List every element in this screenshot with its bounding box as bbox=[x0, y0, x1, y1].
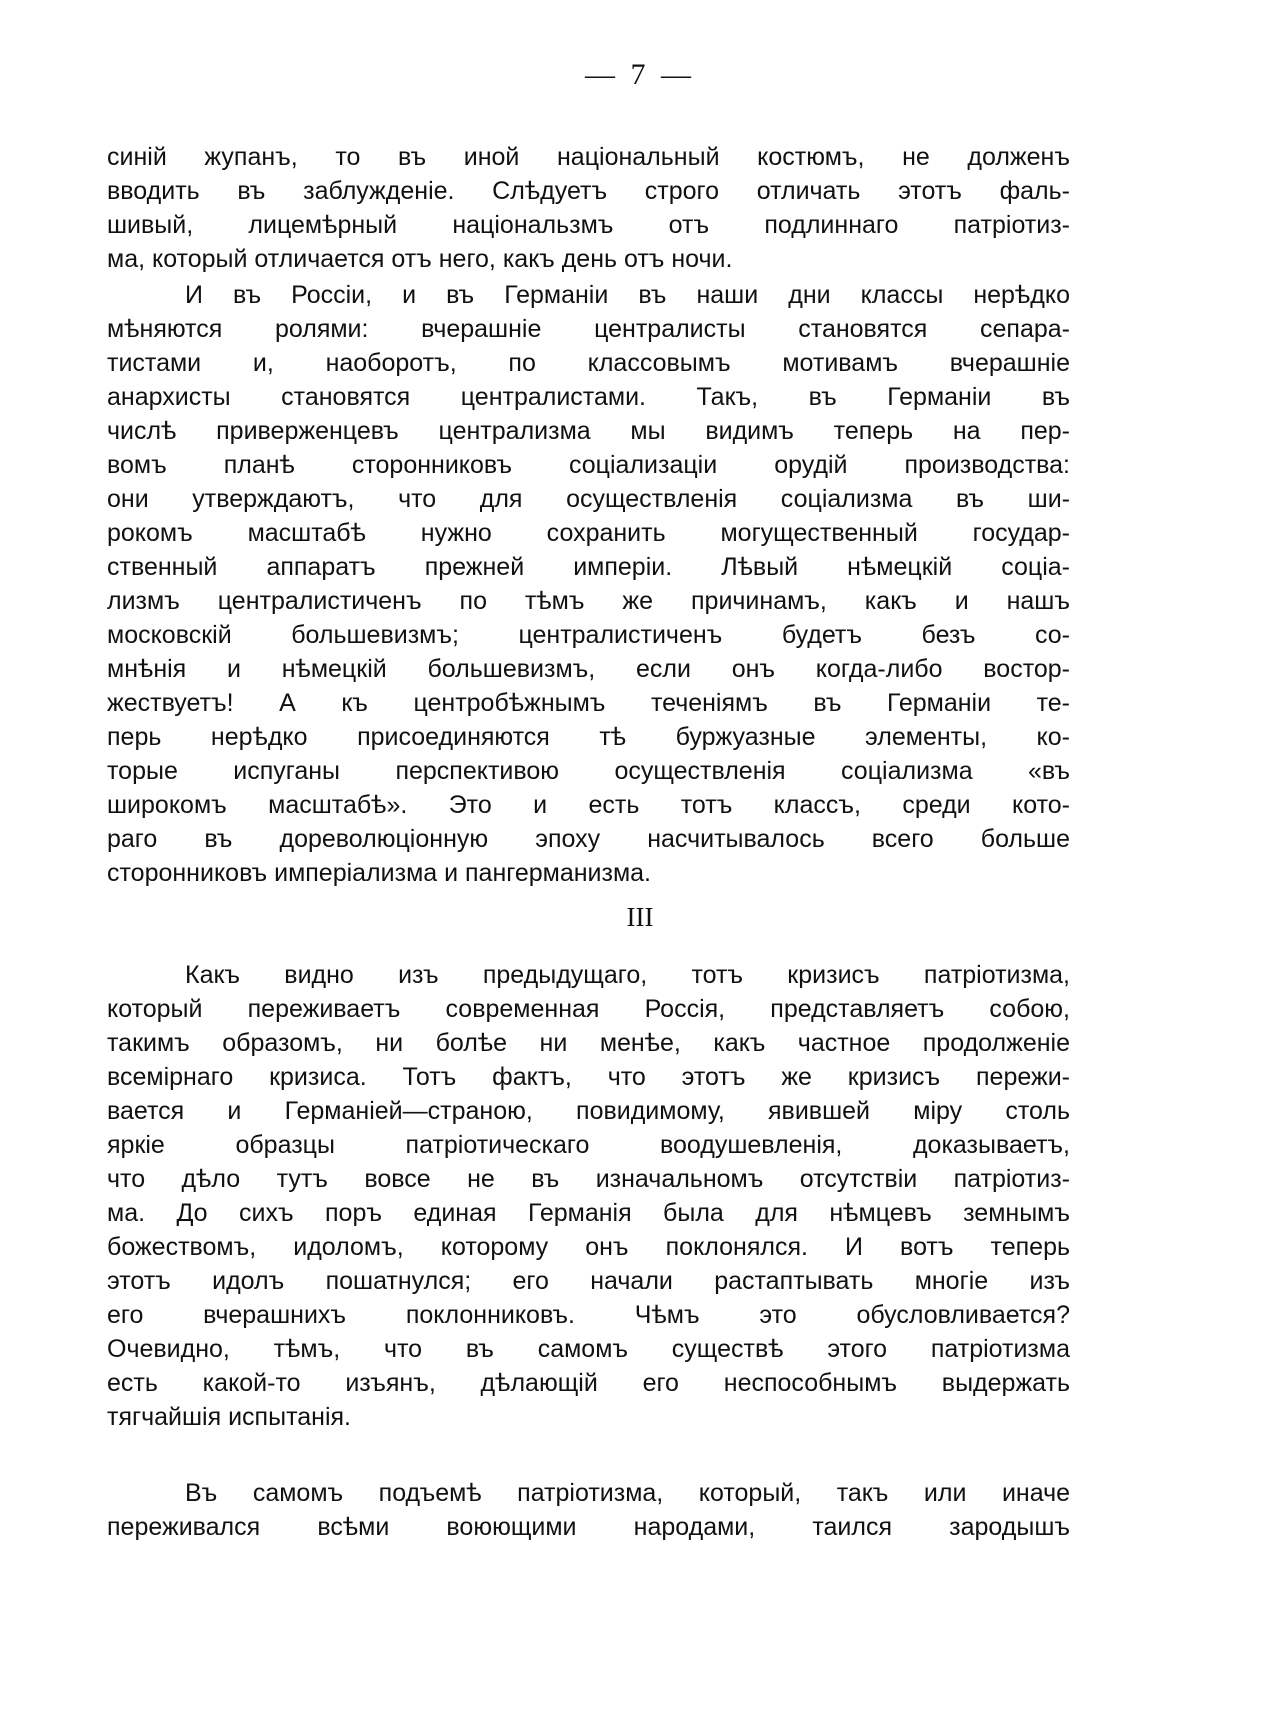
text-line: широкомъ масштабѣ». Это и есть тотъ классъ, среди кото- bbox=[107, 791, 1070, 819]
text-line: синій жупанъ, то въ иной національный костюмъ, не долженъ bbox=[107, 143, 1070, 171]
text-line: раго въ дореволюціонную эпоху насчитывалось всего больше bbox=[107, 825, 1070, 853]
text-line: И въ Россіи, и въ Германіи въ наши дни классы нерѣдко bbox=[185, 281, 1070, 309]
text-line: Очевидно, тѣмъ, что въ самомъ существѣ этого патріотизма bbox=[107, 1335, 1070, 1363]
text-line: анархисты становятся централистами. Такъ, въ Германіи въ bbox=[107, 383, 1070, 411]
text-line: Въ самомъ подъемѣ патріотизма, который, такъ или иначе bbox=[185, 1479, 1070, 1507]
paragraph bbox=[107, 278, 1070, 890]
page-number: — 7 — bbox=[585, 58, 695, 91]
text-line: ственный аппаратъ прежней имперіи. Лѣвый нѣмецкій соціа- bbox=[107, 553, 1070, 581]
text-line: божествомъ, идоломъ, которому онъ поклонялся. И вотъ теперь bbox=[107, 1233, 1070, 1261]
text-line: московскій большевизмъ; централистиченъ будетъ безъ со- bbox=[107, 621, 1070, 649]
section-heading: III bbox=[626, 902, 654, 932]
text-line: такимъ образомъ, ни болѣе ни менѣе, какъ частное продолженіе bbox=[107, 1029, 1070, 1057]
text-line: рокомъ масштабѣ нужно сохранить могущественный государ- bbox=[107, 519, 1070, 547]
text-line: тягчайшія испытанія. bbox=[107, 1403, 351, 1431]
text-line: торые испуганы перспективою осуществленія соціализма «въ bbox=[107, 757, 1070, 785]
paragraph bbox=[107, 958, 1070, 1434]
paragraph bbox=[107, 140, 1070, 276]
text-line: всемірнаго кризиса. Тотъ фактъ, что этотъ же кризисъ пережи- bbox=[107, 1063, 1070, 1091]
text-line: перь нерѣдко присоединяются тѣ буржуазные элементы, ко- bbox=[107, 723, 1070, 751]
text-line: шивый, лицемѣрный національзмъ отъ подлиннаго патріотиз- bbox=[107, 211, 1070, 239]
text-line: мѣняются ролями: вчерашніе централисты становятся сепара- bbox=[107, 315, 1070, 343]
text-line: яркіе образцы патріотическаго воодушевленія, доказываетъ, bbox=[107, 1131, 1070, 1159]
paragraph bbox=[107, 1476, 1070, 1544]
text-line: они утверждаютъ, что для осуществленія соціализма въ ши- bbox=[107, 485, 1070, 513]
text-line: вомъ планѣ сторонниковъ соціализаціи орудій производства: bbox=[107, 451, 1070, 479]
text-line: который переживаетъ современная Россія, представляетъ собою, bbox=[107, 995, 1070, 1023]
text-line: этотъ идолъ пошатнулся; его начали растаптывать многіе изъ bbox=[107, 1267, 1070, 1295]
text-line: вводить въ заблужденіе. Слѣдуетъ строго отличать этотъ фаль- bbox=[107, 177, 1070, 205]
text-line: есть какой-то изъянъ, дѣлающій его неспособнымъ выдержать bbox=[107, 1369, 1070, 1397]
text-line: мнѣнія и нѣмецкій большевизмъ, если онъ когда-либо востор- bbox=[107, 655, 1070, 683]
text-line: вается и Германіей—страною, повидимому, явившей міру столь bbox=[107, 1097, 1070, 1125]
text-line: сторонниковъ имперіализма и пангерманизма. bbox=[107, 859, 652, 887]
text-line: числѣ приверженцевъ централизма мы видимъ теперь на пер- bbox=[107, 417, 1070, 445]
text-line: Какъ видно изъ предыдущаго, тотъ кризисъ патріотизма, bbox=[185, 961, 1070, 989]
text-line: переживался всѣми воюющими народами, таился зародышъ bbox=[107, 1513, 1070, 1541]
text-line: его вчерашнихъ поклонниковъ. Чѣмъ это обусловливается? bbox=[107, 1301, 1070, 1329]
text-line: ма. До сихъ поръ единая Германія была для нѣмцевъ земнымъ bbox=[107, 1199, 1070, 1227]
text-line: лизмъ централистиченъ по тѣмъ же причинамъ, какъ и нашъ bbox=[107, 587, 1070, 615]
text-line: ма, который отличается отъ него, какъ день отъ ночи. bbox=[107, 245, 733, 273]
text-line: тистами и, наоборотъ, по классовымъ мотивамъ вчерашніе bbox=[107, 349, 1070, 377]
text-line: что дѣло тутъ вовсе не въ изначальномъ отсутствіи патріотиз- bbox=[107, 1165, 1070, 1193]
text-line: жествуетъ! А къ центробѣжнымъ теченіямъ въ Германіи те- bbox=[107, 689, 1070, 717]
